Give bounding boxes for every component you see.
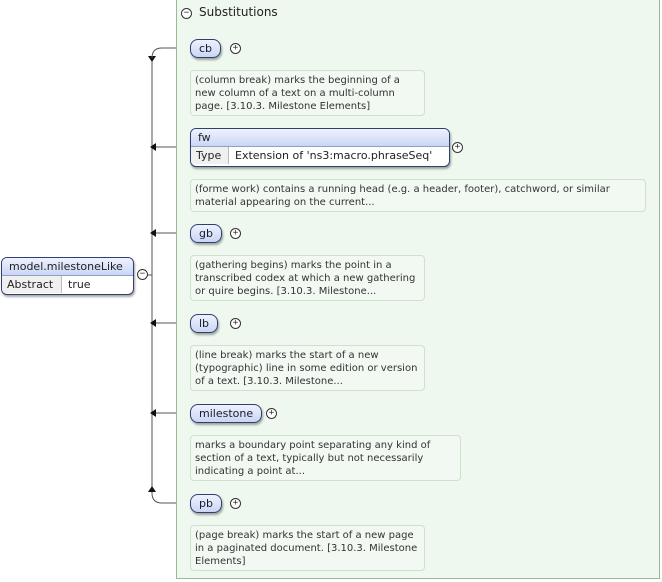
collapse-substitutions-icon[interactable]: − [181,8,192,19]
element-pb[interactable]: pb [190,494,222,513]
expand-gb-icon[interactable]: + [230,228,241,239]
expand-pb-icon[interactable]: + [230,498,241,509]
element-gb[interactable]: gb [190,224,222,243]
arrow-lb [150,319,156,327]
fw-type-row [191,147,449,164]
expand-cb-icon[interactable]: + [230,43,241,54]
root-property-row [2,276,133,293]
doc-cb: (column break) marks the beginning of a new column of a text on a multi-column page. [3.10.3. Milestone Elements] [190,70,425,116]
expand-lb-icon[interactable]: + [230,318,241,329]
doc-gb: (gathering begins) marks the point in a transcribed codex at which a new gathering or quire begins. [3.10.3. Milestone... [190,255,425,301]
element-milestone[interactable]: milestone [190,404,262,423]
substitutions-header [177,0,659,26]
element-cb[interactable]: cb [190,39,221,58]
arrow-milestone [150,409,156,417]
root-element-box[interactable] [1,257,134,295]
collapse-root-icon[interactable]: − [137,269,148,280]
doc-pb: (page break) marks the start of a new page in a paginated document. [3.10.3. Milestone Elements] [190,525,425,571]
doc-lb: (line break) marks the start of a new (typographic) line in some edition or version of a text. [3.10.3. Milestone... [190,345,425,391]
spine-bottom-arrow [148,486,156,492]
element-fw[interactable] [190,128,450,167]
doc-fw: (forme work) contains a running head (e.g. a header, footer), catchword, or similar material appearing on the current... [190,179,646,212]
arrow-fw [150,143,156,151]
root-element-name: model.milestoneLike [2,258,133,276]
element-fw-name: fw [191,129,449,147]
root-property-key: Abstract [2,276,62,293]
arrow-gb [150,229,156,237]
expand-milestone-icon[interactable]: + [266,408,277,419]
element-lb[interactable]: lb [190,314,218,333]
root-property-value: true [68,278,91,291]
doc-milestone: marks a boundary point separating any kind of section of a text, typically but not necessarily indicating a point at... [190,435,461,481]
expand-fw-icon[interactable]: + [452,142,463,153]
substitutions-title: Substitutions [199,5,278,19]
fw-type-key: Type [191,147,229,164]
fw-type-value: Extension of 'ns3:macro.phraseSeq' [235,149,433,162]
